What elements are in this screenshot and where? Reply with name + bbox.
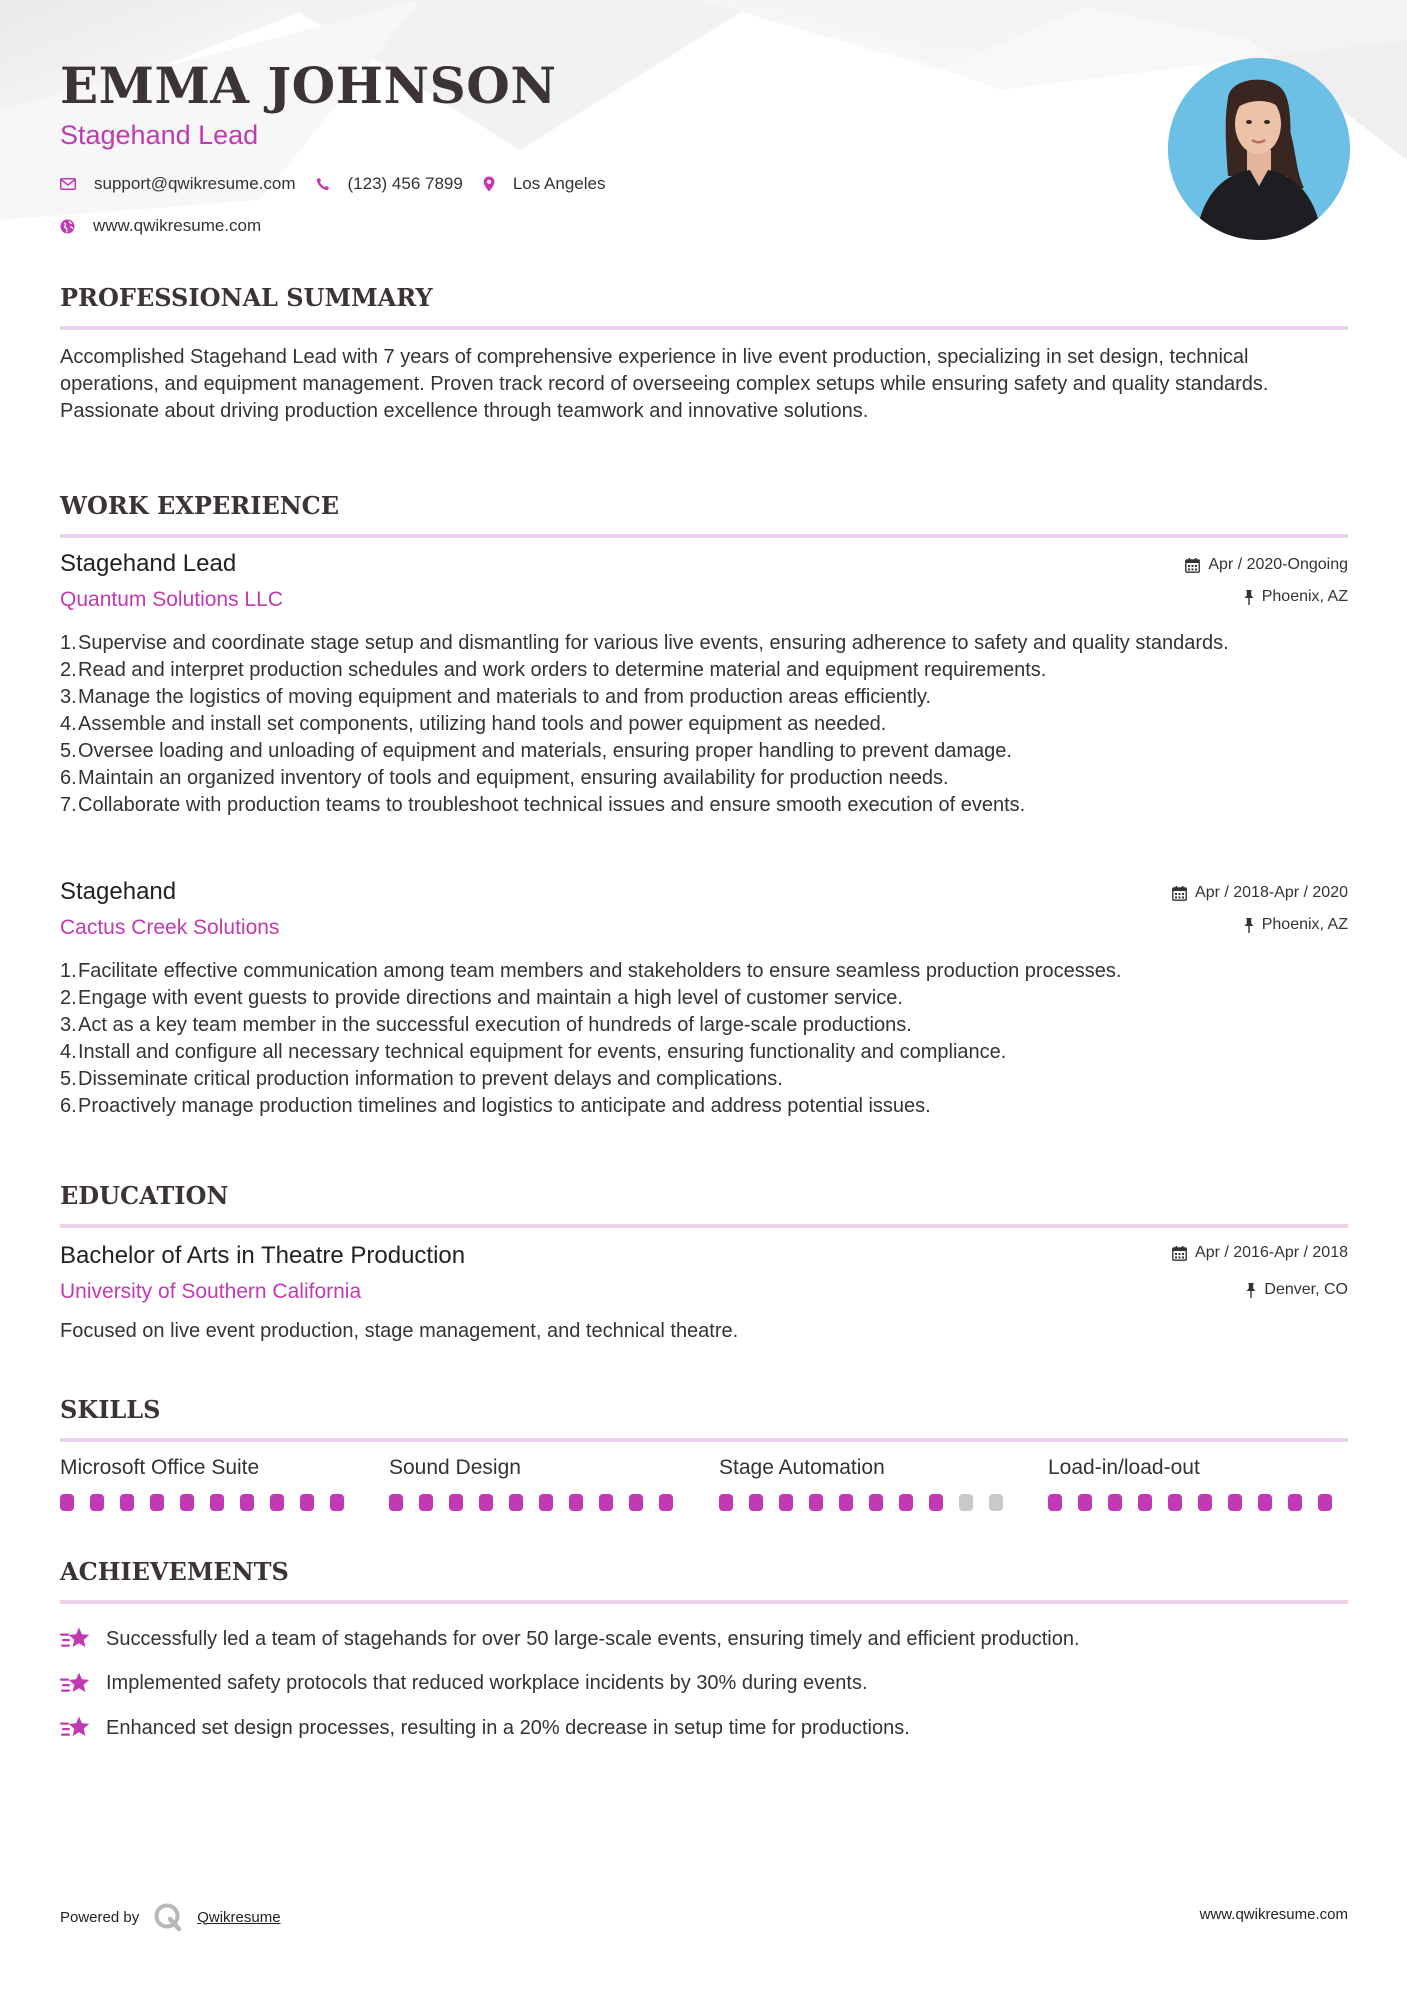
skill-dot-filled [599, 1494, 613, 1511]
duty-text: Act as a key team member in the successful execution of hundreds of large-scale productions. [78, 1014, 912, 1036]
duty-number: 4. [60, 1041, 77, 1063]
skill-item [389, 1456, 689, 1511]
job-dates-text: Apr / 2018-Apr / 2020 [1195, 884, 1348, 901]
candidate-title: Stagehand Lead [60, 120, 259, 150]
duty-text: Supervise and coordinate stage setup and dismantling for various live events, ensuring adherence to safety and quality standards. [78, 632, 1229, 654]
pushpin-icon [1246, 1283, 1256, 1298]
duty-text: Disseminate critical production information to prevent delays and complications. [78, 1068, 783, 1090]
achievements-list [60, 1617, 1348, 1751]
skills-list [60, 1456, 1348, 1516]
job-location-text: Phoenix, AZ [1261, 588, 1348, 605]
shooting-star-icon [60, 1715, 92, 1741]
skill-dot-filled [1318, 1494, 1332, 1511]
duty-text: Maintain an organized inventory of tools and equipment, ensuring availability for production needs. [78, 767, 949, 789]
envelope-icon [60, 178, 76, 190]
skill-dot-filled [779, 1494, 793, 1511]
job-header [60, 550, 1348, 620]
skill-dot-filled [210, 1494, 224, 1511]
skill-dot-filled [330, 1494, 344, 1511]
education-description: Focused on live event production, stage management, and technical theatre. [60, 1320, 739, 1342]
skill-dot-filled [869, 1494, 883, 1511]
education-dates-text: Apr / 2016-Apr / 2018 [1195, 1244, 1348, 1261]
skill-dot-filled [60, 1494, 74, 1511]
skill-dot-filled [389, 1494, 403, 1511]
education-heading: EDUCATION [60, 1181, 1348, 1228]
duty-text: Assemble and install set components, utilizing hand tools and power equipment as needed. [78, 713, 887, 735]
contact-row-primary [60, 174, 625, 194]
duty-text: Engage with event guests to provide directions and maintain a high level of customer service. [78, 987, 903, 1009]
job-role: Stagehand [60, 878, 177, 905]
skill-name: Stage Automation [719, 1456, 885, 1479]
skill-dot-filled [1108, 1494, 1122, 1511]
summary-text: Accomplished Stagehand Lead with 7 years of comprehensive experience in live event production, specializing in set design, technical operations, and equipment management. Proven track record of overseeing complex setups while ensuring safety and quality standards. Passionate about driving production excellence through teamwork and innovative solutions. [60, 346, 1269, 422]
skill-name: Microsoft Office Suite [60, 1456, 260, 1479]
duty-item [60, 1012, 1348, 1039]
contact-location-text: Los Angeles [512, 174, 606, 193]
achievement-text: Implemented safety protocols that reduced workplace incidents by 30% during events. [106, 1672, 868, 1695]
duty-item [60, 711, 1348, 738]
skill-dot-filled [899, 1494, 913, 1511]
job-header [60, 878, 1348, 948]
pushpin-icon [1244, 590, 1254, 605]
achievement-item [60, 1617, 1348, 1662]
skill-name: Sound Design [389, 1456, 521, 1479]
duty-text: Proactively manage production timelines and logistics to anticipate and address potential issues. [78, 1095, 931, 1117]
duty-number: 6. [60, 1095, 77, 1117]
skill-name: Load-in/load-out [1048, 1456, 1200, 1479]
skill-dot-filled [120, 1494, 134, 1511]
profile-photo [1168, 58, 1350, 240]
education-entry [60, 1242, 1348, 1343]
achievements-heading: ACHIEVEMENTS [60, 1557, 1348, 1604]
qwikresume-logo-icon [153, 1902, 183, 1932]
duty-text: Install and configure all necessary technical equipment for events, ensuring functionality and compliance. [78, 1041, 1007, 1063]
contact-phone[interactable] [316, 174, 463, 194]
achievement-item [60, 1662, 1348, 1707]
skill-dot-empty [959, 1494, 973, 1511]
duty-item [60, 657, 1348, 684]
globe-icon [60, 219, 75, 234]
calendar-icon [1172, 886, 1187, 901]
achievement-item [60, 1706, 1348, 1751]
skill-dot-filled [1258, 1494, 1272, 1511]
experience-heading: WORK EXPERIENCE [60, 491, 1348, 538]
skill-dot-filled [419, 1494, 433, 1511]
duty-item [60, 985, 1348, 1012]
education-location-text: Denver, CO [1264, 1281, 1348, 1298]
shooting-star-icon [60, 1671, 92, 1697]
job-location-text: Phoenix, AZ [1261, 916, 1348, 933]
duty-number: 2. [60, 659, 77, 681]
profile-portrait-illustration [1168, 58, 1350, 240]
duty-item [60, 1039, 1348, 1066]
skill-dot-filled [929, 1494, 943, 1511]
duty-item [60, 1066, 1348, 1093]
duty-text: Facilitate effective communication among team members and stakeholders to ensure seamless production processes. [78, 960, 1122, 982]
duty-item [60, 792, 1348, 819]
skills-heading: SKILLS [60, 1395, 1348, 1442]
duty-text: Read and interpret production schedules and work orders to determine material and equipment requirements. [78, 659, 1047, 681]
skill-dot-empty [989, 1494, 1003, 1511]
skill-dot-filled [719, 1494, 733, 1511]
job-dates [1185, 556, 1348, 574]
skill-item [60, 1456, 360, 1511]
contact-website[interactable] [60, 216, 261, 236]
contact-row-secondary [60, 216, 281, 236]
qwikresume-link[interactable]: Qwikresume [197, 1908, 281, 1926]
skill-dot-filled [839, 1494, 853, 1511]
duty-text: Collaborate with production teams to troubleshoot technical issues and ensure smooth execution of events. [78, 794, 1026, 816]
skill-dot-filled [240, 1494, 254, 1511]
skill-dot-filled [90, 1494, 104, 1511]
duty-number: 4. [60, 713, 77, 735]
job-entry [60, 550, 1348, 819]
skill-dot-filled [1168, 1494, 1182, 1511]
skill-dot-filled [150, 1494, 164, 1511]
duty-number: 3. [60, 686, 77, 708]
duty-number: 2. [60, 987, 77, 1009]
skill-rating [389, 1494, 689, 1511]
skill-dot-filled [749, 1494, 763, 1511]
duty-number: 7. [60, 794, 77, 816]
skill-rating [60, 1494, 360, 1511]
skill-rating [719, 1494, 1019, 1511]
education-dates [1172, 1244, 1348, 1262]
education-school: University of Southern California [60, 1280, 362, 1303]
phone-icon [316, 177, 330, 191]
shooting-star-icon [60, 1626, 92, 1652]
pushpin-icon [1244, 918, 1254, 933]
duty-number: 3. [60, 1014, 77, 1036]
education-degree: Bachelor of Arts in Theatre Production [60, 1242, 466, 1269]
calendar-icon [1185, 558, 1200, 573]
footer-website[interactable]: www.qwikresume.com [1199, 1906, 1348, 1923]
duty-number: 1. [60, 632, 77, 654]
skill-dot-filled [1048, 1494, 1062, 1511]
skill-dot-filled [569, 1494, 583, 1511]
skill-dot-filled [809, 1494, 823, 1511]
skill-dot-filled [1198, 1494, 1212, 1511]
contact-phone-text: (123) 456 7899 [347, 174, 463, 193]
duty-number: 5. [60, 740, 77, 762]
duty-item [60, 765, 1348, 792]
education-header [60, 1242, 1348, 1312]
skill-dot-filled [1228, 1494, 1242, 1511]
duty-number: 6. [60, 767, 77, 789]
job-location [1244, 916, 1348, 934]
achievement-text: Successfully led a team of stagehands for over 50 large-scale events, ensuring timely and efficient production. [106, 1627, 1080, 1650]
duty-item [60, 630, 1348, 657]
skill-dot-filled [479, 1494, 493, 1511]
skill-dot-filled [539, 1494, 553, 1511]
skill-dot-filled [449, 1494, 463, 1511]
duty-item [60, 1093, 1348, 1120]
job-entry [60, 878, 1348, 1120]
job-duties-list [60, 630, 1348, 819]
job-company: Cactus Creek Solutions [60, 916, 280, 939]
job-duties-list [60, 958, 1348, 1120]
skill-dot-filled [509, 1494, 523, 1511]
job-dates-text: Apr / 2020-Ongoing [1208, 556, 1348, 573]
contact-location [483, 174, 606, 194]
skill-dot-filled [659, 1494, 673, 1511]
map-pin-icon [483, 176, 495, 192]
skill-dot-filled [1138, 1494, 1152, 1511]
job-dates [1172, 884, 1348, 902]
duty-item [60, 684, 1348, 711]
achievement-text: Enhanced set design processes, resulting in a 20% decrease in setup time for productions. [106, 1716, 910, 1739]
contact-website-text: www.qwikresume.com [93, 216, 262, 235]
footer-powered-by [60, 1902, 281, 1932]
skill-dot-filled [270, 1494, 284, 1511]
calendar-icon [1172, 1246, 1187, 1261]
skill-dot-filled [300, 1494, 314, 1511]
candidate-name: EMMA JOHNSON [60, 56, 557, 115]
job-role: Stagehand Lead [60, 550, 237, 577]
skill-dot-filled [629, 1494, 643, 1511]
contact-email-text: support@qwikresume.com [94, 174, 296, 193]
summary-heading: PROFESSIONAL SUMMARY [60, 283, 1348, 330]
duty-text: Manage the logistics of moving equipment and materials to and from production areas efficiently. [78, 686, 932, 708]
skill-item [1048, 1456, 1348, 1511]
duty-number: 1. [60, 960, 77, 982]
duty-item [60, 738, 1348, 765]
job-location [1244, 588, 1348, 606]
duty-item [60, 958, 1348, 985]
contact-email[interactable] [60, 174, 296, 194]
skill-dot-filled [1078, 1494, 1092, 1511]
education-location [1246, 1281, 1348, 1299]
powered-by-label: Powered by [60, 1908, 140, 1926]
job-company: Quantum Solutions LLC [60, 588, 283, 611]
skill-dot-filled [180, 1494, 194, 1511]
duty-text: Oversee loading and unloading of equipment and materials, ensuring proper handling to prevent damage. [78, 740, 1012, 762]
skill-dot-filled [1288, 1494, 1302, 1511]
skill-item [719, 1456, 1019, 1511]
skill-rating [1048, 1494, 1348, 1511]
duty-number: 5. [60, 1068, 77, 1090]
